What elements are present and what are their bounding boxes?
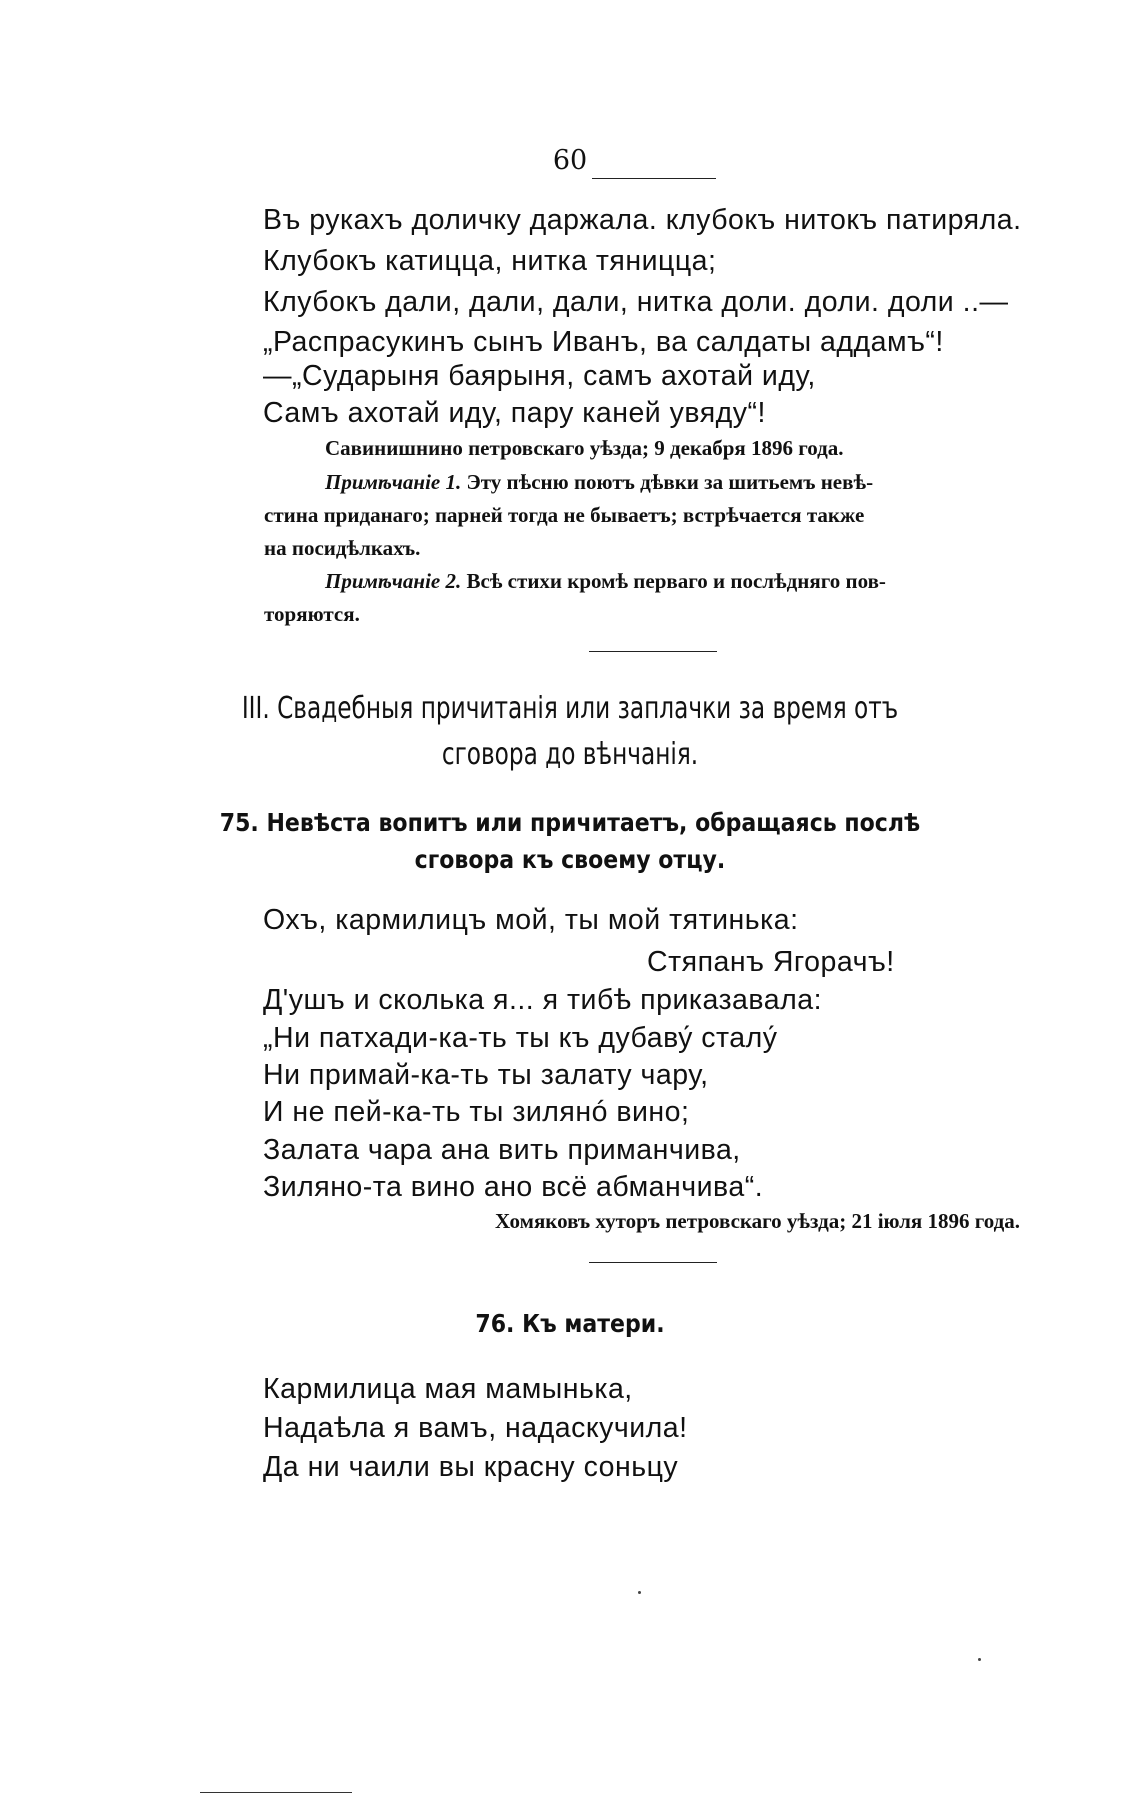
verse-line: Клубокъ катицца, нитка тяницца;	[263, 245, 717, 277]
speck	[978, 1658, 981, 1661]
verse-line: Охъ, кармилицъ мой, ты мой тятинька:	[263, 904, 799, 936]
page-number: 60	[552, 145, 588, 176]
verse-line: Да ни чаили вы красну соньцу	[263, 1451, 679, 1483]
verse-line: Надаѣла я вамъ, надаскучила!	[263, 1412, 688, 1444]
note-1-text: Эту пѣсню поютъ дѣвки за шитьемъ невѣ-	[466, 470, 874, 494]
verse-line: Самъ ахотай иду, пару каней увяду“!	[263, 397, 766, 429]
verse-line: Зиляно-та вино ано всё абманчива“.	[263, 1171, 764, 1203]
song-75-title: сговора къ своему отцу.	[414, 845, 726, 874]
song-76-title: 76. Къ матери.	[475, 1309, 665, 1338]
note-2-label: Примѣчаніе 2.	[325, 569, 462, 593]
verse-line: „Ни патхади-ка-ть ты къ дубаву́ сталу́	[263, 1022, 778, 1054]
verse-line: И не пей-ка-ть ты зилянó вино;	[263, 1096, 690, 1128]
section-title: III. Свадебныя причитанія или заплачки за время отъ	[241, 691, 899, 726]
note-2-text: Всѣ стихи кромѣ перваго и послѣдняго пов-	[466, 569, 886, 593]
verse-line: „Распрасукинъ сынъ Иванъ, ва салдаты аддамъ“!	[263, 326, 944, 358]
song-75-title: 75. Невѣста вопитъ или причитаетъ, обращаясь послѣ	[219, 808, 921, 837]
verse-line: Д'ушъ и сколька я... я тибѣ приказавала:	[263, 984, 822, 1016]
verse-line: Клубокъ дали, дали, дали, нитка доли. доли. доли ..—	[263, 286, 1009, 318]
note-1-line: на посидѣлкахъ.	[264, 536, 421, 560]
verse-line: —„Сударыня баярыня, самъ ахотай иду,	[263, 360, 816, 392]
note-1-line: стина приданаго; парней тогда не бываетъ; встрѣчается также	[264, 503, 865, 527]
note-2-line: торяются.	[264, 602, 360, 626]
verse-line: Ни примай-ка-ть ты залату чару,	[263, 1059, 709, 1091]
section-title: сговора до вѣнчанія.	[441, 737, 699, 772]
source-note: Савинишнино петровскаго уѣзда; 9 декабря 1896 года.	[325, 436, 844, 460]
verse-line: Стяпанъ Ягорачъ!	[647, 946, 895, 978]
note-1-label: Примѣчаніе 1.	[325, 470, 462, 494]
verse-line: Въ рукахъ доличку даржала. клубокъ нитокъ патиряла.	[263, 204, 1022, 236]
section-separator	[589, 651, 717, 652]
note-1-line	[325, 466, 1031, 499]
verse-line: Кармилица мая мамынька,	[263, 1373, 633, 1405]
verse-line: Залата чара ана вить приманчива,	[263, 1134, 741, 1166]
bottom-rule	[200, 1792, 352, 1793]
speck	[638, 1591, 641, 1594]
page-number-rule	[592, 178, 716, 179]
note-2-line	[325, 565, 1031, 598]
song-separator	[589, 1262, 717, 1263]
source-note: Хомяковъ хуторъ петровскаго уѣзда; 21 іюля 1896 года.	[495, 1209, 1020, 1233]
